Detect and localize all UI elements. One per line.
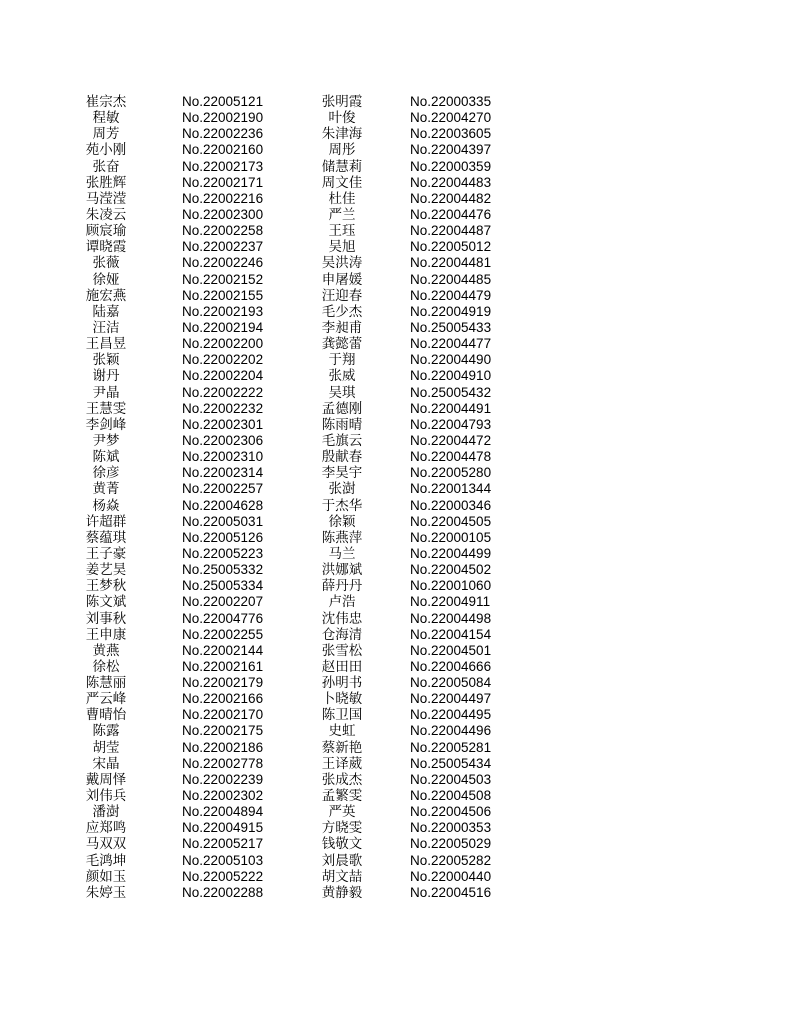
number-cell-left: No.22002170 bbox=[182, 707, 264, 723]
number-cell-right: No.22000105 bbox=[410, 529, 492, 545]
table-row bbox=[0, 853, 800, 869]
roster-sheet bbox=[0, 94, 800, 901]
name-cell-right: 龚懿蕾 bbox=[321, 336, 363, 353]
number-cell-left: No.22002239 bbox=[182, 771, 264, 787]
number-cell-left: No.22005217 bbox=[182, 836, 264, 852]
name-cell-left: 戴周怿 bbox=[85, 771, 127, 788]
name-cell-left: 刘伟兵 bbox=[85, 788, 127, 805]
number-cell-left: No.22002255 bbox=[182, 626, 264, 642]
name-cell-right: 黄静毅 bbox=[321, 884, 363, 901]
table-row bbox=[0, 159, 800, 175]
number-cell-left: No.22002152 bbox=[182, 271, 264, 287]
name-cell-left: 徐松 bbox=[92, 658, 120, 675]
name-cell-left: 程敏 bbox=[92, 110, 120, 127]
name-cell-left: 潘澍 bbox=[92, 804, 120, 821]
number-cell-right: No.22004482 bbox=[410, 190, 492, 206]
name-cell-left: 许超群 bbox=[85, 513, 127, 530]
name-cell-left: 陈露 bbox=[92, 723, 120, 740]
name-cell-left: 张颖 bbox=[92, 352, 120, 369]
name-cell-left: 应郑鸣 bbox=[85, 820, 127, 837]
number-cell-right: No.22004483 bbox=[410, 174, 492, 190]
table-row bbox=[0, 675, 800, 691]
number-cell-left: No.22002175 bbox=[182, 723, 264, 739]
name-cell-right: 孟德刚 bbox=[321, 400, 363, 417]
number-cell-left: No.22002246 bbox=[182, 255, 264, 271]
name-cell-right: 张雪松 bbox=[321, 642, 363, 659]
number-cell-right: No.22004516 bbox=[410, 884, 492, 900]
table-row bbox=[0, 191, 800, 207]
name-cell-left: 朱凌云 bbox=[85, 206, 127, 223]
table-row bbox=[0, 336, 800, 352]
name-cell-right: 张明霞 bbox=[321, 94, 363, 110]
table-row bbox=[0, 449, 800, 465]
name-cell-right: 卜晓敏 bbox=[321, 691, 363, 708]
number-cell-right: No.22004495 bbox=[410, 707, 492, 723]
name-cell-right: 蔡新艳 bbox=[321, 739, 363, 756]
number-cell-left: No.22002232 bbox=[182, 400, 264, 416]
number-cell-right: No.22004501 bbox=[410, 642, 492, 658]
number-cell-right: No.22004502 bbox=[410, 562, 492, 578]
number-cell-left: No.22005223 bbox=[182, 545, 264, 561]
table-row bbox=[0, 417, 800, 433]
number-cell-right: No.22004490 bbox=[410, 352, 492, 368]
number-cell-right: No.22004497 bbox=[410, 691, 492, 707]
name-cell-right: 严英 bbox=[328, 804, 356, 821]
name-cell-left: 蔡蕴琪 bbox=[85, 529, 127, 546]
name-cell-right: 汪迎春 bbox=[321, 287, 363, 304]
name-cell-left: 徐彦 bbox=[92, 465, 120, 482]
number-cell-right: No.22005029 bbox=[410, 836, 492, 852]
number-cell-left: No.22002179 bbox=[182, 675, 264, 691]
name-cell-right: 于杰华 bbox=[321, 497, 363, 514]
number-cell-left: No.22002202 bbox=[182, 352, 264, 368]
name-cell-left: 王昌昱 bbox=[85, 336, 127, 353]
table-row bbox=[0, 255, 800, 271]
number-cell-left: No.22005222 bbox=[182, 868, 264, 884]
table-row bbox=[0, 207, 800, 223]
name-cell-right: 严兰 bbox=[328, 206, 356, 223]
number-cell-right: No.22000359 bbox=[410, 158, 492, 174]
name-cell-right: 钱敬文 bbox=[321, 836, 363, 853]
name-cell-left: 陆嘉 bbox=[92, 303, 120, 320]
table-row bbox=[0, 707, 800, 723]
name-cell-left: 黄燕 bbox=[92, 642, 120, 659]
number-cell-right: No.22004503 bbox=[410, 771, 492, 787]
name-cell-right: 方晓雯 bbox=[321, 820, 363, 837]
number-cell-right: No.22004910 bbox=[410, 368, 492, 384]
number-cell-right: No.22004397 bbox=[410, 142, 492, 158]
number-cell-left: No.22002161 bbox=[182, 658, 264, 674]
name-cell-left: 苑小刚 bbox=[85, 142, 127, 159]
number-cell-left: No.22002258 bbox=[182, 223, 264, 239]
number-cell-left: No.22002310 bbox=[182, 449, 264, 465]
number-cell-left: No.22002257 bbox=[182, 481, 264, 497]
name-cell-left: 马双双 bbox=[85, 836, 127, 853]
number-cell-right: No.22004919 bbox=[410, 303, 492, 319]
name-cell-right: 朱津海 bbox=[321, 126, 363, 143]
table-row bbox=[0, 611, 800, 627]
table-row bbox=[0, 433, 800, 449]
name-cell-right: 储慧莉 bbox=[321, 158, 363, 175]
name-cell-right: 赵田田 bbox=[321, 658, 363, 675]
name-cell-left: 马滢滢 bbox=[85, 190, 127, 207]
number-cell-right: No.22000440 bbox=[410, 868, 492, 884]
number-cell-right: No.22004911 bbox=[410, 594, 491, 610]
table-row bbox=[0, 126, 800, 142]
number-cell-left: No.22002194 bbox=[182, 319, 264, 335]
name-cell-right: 杜佳 bbox=[328, 190, 356, 207]
number-cell-left: No.25005332 bbox=[182, 562, 264, 578]
table-row bbox=[0, 756, 800, 772]
name-cell-right: 王珏 bbox=[328, 223, 356, 240]
name-cell-right: 卢浩 bbox=[328, 594, 356, 611]
table-row bbox=[0, 869, 800, 885]
number-cell-left: No.22002207 bbox=[182, 594, 264, 610]
number-cell-right: No.22004479 bbox=[410, 287, 492, 303]
number-cell-left: No.22002166 bbox=[182, 691, 264, 707]
name-cell-right: 周彤 bbox=[328, 142, 356, 159]
number-cell-right: No.22004506 bbox=[410, 804, 492, 820]
name-cell-left: 刘事秋 bbox=[85, 610, 127, 627]
name-cell-right: 殷献春 bbox=[321, 449, 363, 466]
number-cell-right: No.22004508 bbox=[410, 788, 492, 804]
table-row bbox=[0, 320, 800, 336]
name-cell-right: 吴洪涛 bbox=[321, 255, 363, 272]
name-cell-right: 申屠媛 bbox=[321, 271, 363, 288]
number-cell-left: No.22005103 bbox=[182, 852, 264, 868]
name-cell-right: 张成杰 bbox=[321, 771, 363, 788]
name-cell-right: 薛丹丹 bbox=[321, 578, 363, 595]
name-cell-left: 崔宗杰 bbox=[85, 94, 127, 110]
name-cell-left: 尹晶 bbox=[92, 384, 120, 401]
number-cell-right: No.22004498 bbox=[410, 610, 492, 626]
number-cell-right: No.22004472 bbox=[410, 432, 492, 448]
number-cell-left: No.25005334 bbox=[182, 578, 264, 594]
name-cell-right: 毛旗云 bbox=[321, 432, 363, 449]
number-cell-left: No.22002236 bbox=[182, 126, 264, 142]
name-cell-right: 陈卫国 bbox=[321, 707, 363, 724]
number-cell-right: No.22004505 bbox=[410, 513, 492, 529]
name-cell-right: 洪娜斌 bbox=[321, 562, 363, 579]
table-row bbox=[0, 385, 800, 401]
name-cell-right: 毛少杰 bbox=[321, 303, 363, 320]
name-cell-right: 李昶甫 bbox=[321, 319, 363, 336]
table-row bbox=[0, 94, 800, 110]
name-cell-left: 胡莹 bbox=[92, 739, 120, 756]
name-cell-right: 陈燕萍 bbox=[321, 529, 363, 546]
number-cell-right: No.22004491 bbox=[410, 400, 492, 416]
number-cell-left: No.22004628 bbox=[182, 497, 264, 513]
name-cell-left: 王梦秋 bbox=[85, 578, 127, 595]
table-row bbox=[0, 723, 800, 739]
name-cell-left: 朱婷玉 bbox=[85, 884, 127, 901]
table-row bbox=[0, 368, 800, 384]
name-cell-left: 张薇 bbox=[92, 255, 120, 272]
table-row bbox=[0, 740, 800, 756]
name-cell-left: 陈慧丽 bbox=[85, 675, 127, 692]
table-row bbox=[0, 804, 800, 820]
name-cell-left: 颜如玉 bbox=[85, 868, 127, 885]
name-cell-left: 李剑峰 bbox=[85, 416, 127, 433]
number-cell-left: No.22002200 bbox=[182, 336, 264, 352]
table-row bbox=[0, 223, 800, 239]
name-cell-right: 沈伟忠 bbox=[321, 610, 363, 627]
number-cell-right: No.25005434 bbox=[410, 755, 492, 771]
table-row bbox=[0, 546, 800, 562]
number-cell-right: No.22004481 bbox=[410, 255, 492, 271]
number-cell-right: No.22000346 bbox=[410, 497, 492, 513]
name-cell-right: 王译葳 bbox=[321, 755, 363, 772]
name-cell-left: 张胜辉 bbox=[85, 174, 127, 191]
table-row bbox=[0, 643, 800, 659]
number-cell-left: No.22004776 bbox=[182, 610, 264, 626]
table-row bbox=[0, 304, 800, 320]
table-row bbox=[0, 691, 800, 707]
table-row bbox=[0, 288, 800, 304]
name-cell-left: 陈斌 bbox=[92, 449, 120, 466]
name-cell-left: 谭晓霞 bbox=[85, 239, 127, 256]
name-cell-right: 张澍 bbox=[328, 481, 356, 498]
number-cell-left: No.22002204 bbox=[182, 368, 264, 384]
name-cell-right: 马兰 bbox=[328, 545, 356, 562]
number-cell-right: No.22004496 bbox=[410, 723, 492, 739]
name-cell-right: 徐颖 bbox=[328, 513, 356, 530]
name-cell-left: 王慧雯 bbox=[85, 400, 127, 417]
name-cell-left: 王申康 bbox=[85, 626, 127, 643]
name-cell-right: 胡文喆 bbox=[321, 868, 363, 885]
number-cell-right: No.25005432 bbox=[410, 384, 492, 400]
number-cell-left: No.22002288 bbox=[182, 884, 264, 900]
name-cell-left: 黄菁 bbox=[92, 481, 120, 498]
name-cell-left: 周芳 bbox=[92, 126, 120, 143]
name-cell-right: 刘晨歌 bbox=[321, 852, 363, 869]
number-cell-right: No.22004487 bbox=[410, 223, 492, 239]
name-cell-right: 陈雨晴 bbox=[321, 416, 363, 433]
number-cell-left: No.22002302 bbox=[182, 788, 264, 804]
table-row bbox=[0, 401, 800, 417]
number-cell-right: No.22004485 bbox=[410, 271, 492, 287]
name-cell-left: 陈文斌 bbox=[85, 594, 127, 611]
name-cell-right: 吴琪 bbox=[328, 384, 356, 401]
name-cell-right: 周文佳 bbox=[321, 174, 363, 191]
number-cell-right: No.22004476 bbox=[410, 206, 492, 222]
number-cell-left: No.22002237 bbox=[182, 239, 264, 255]
name-cell-left: 杨焱 bbox=[92, 497, 120, 514]
number-cell-right: No.22004666 bbox=[410, 658, 492, 674]
number-cell-right: No.22001060 bbox=[410, 578, 492, 594]
table-row bbox=[0, 272, 800, 288]
name-cell-left: 汪洁 bbox=[92, 319, 120, 336]
table-row bbox=[0, 562, 800, 578]
table-row bbox=[0, 110, 800, 126]
number-cell-right: No.22005084 bbox=[410, 675, 492, 691]
number-cell-left: No.22002778 bbox=[182, 755, 264, 771]
number-cell-left: No.22002155 bbox=[182, 287, 264, 303]
table-row bbox=[0, 885, 800, 901]
name-cell-left: 曹晴怡 bbox=[85, 707, 127, 724]
table-row bbox=[0, 498, 800, 514]
number-cell-left: No.22002216 bbox=[182, 190, 264, 206]
number-cell-left: No.22002173 bbox=[182, 158, 264, 174]
name-cell-right: 史虹 bbox=[328, 723, 356, 740]
name-cell-right: 于翔 bbox=[328, 352, 356, 369]
table-row bbox=[0, 836, 800, 852]
number-cell-left: No.22002190 bbox=[182, 110, 264, 126]
number-cell-left: No.22002186 bbox=[182, 739, 264, 755]
table-row bbox=[0, 239, 800, 255]
table-row bbox=[0, 820, 800, 836]
number-cell-left: No.22002314 bbox=[182, 465, 264, 481]
number-cell-left: No.22002171 bbox=[182, 174, 264, 190]
number-cell-right: No.22004270 bbox=[410, 110, 492, 126]
name-cell-right: 叶俊 bbox=[328, 110, 356, 127]
number-cell-left: No.22005121 bbox=[182, 94, 264, 109]
table-row bbox=[0, 465, 800, 481]
name-cell-left: 严云峰 bbox=[85, 691, 127, 708]
name-cell-left: 姜艺昊 bbox=[85, 562, 127, 579]
number-cell-right: No.22004793 bbox=[410, 416, 492, 432]
number-cell-right: No.22005280 bbox=[410, 465, 492, 481]
number-cell-left: No.22004915 bbox=[182, 820, 264, 836]
table-row bbox=[0, 578, 800, 594]
number-cell-right: No.22005012 bbox=[410, 239, 492, 255]
number-cell-right: No.25005433 bbox=[410, 319, 492, 335]
number-cell-right: No.22005282 bbox=[410, 852, 492, 868]
name-cell-left: 顾宸瑜 bbox=[85, 223, 127, 240]
table-row bbox=[0, 514, 800, 530]
name-cell-left: 施宏燕 bbox=[85, 287, 127, 304]
name-cell-left: 宋晶 bbox=[92, 755, 120, 772]
number-cell-left: No.22002301 bbox=[182, 416, 264, 432]
number-cell-right: No.22000335 bbox=[410, 94, 492, 109]
name-cell-right: 李昊宇 bbox=[321, 465, 363, 482]
name-cell-right: 张威 bbox=[328, 368, 356, 385]
number-cell-right: No.22004477 bbox=[410, 336, 492, 352]
number-cell-right: No.22004154 bbox=[410, 626, 492, 642]
name-cell-left: 王子豪 bbox=[85, 545, 127, 562]
name-cell-right: 孟繁雯 bbox=[321, 788, 363, 805]
number-cell-right: No.22003605 bbox=[410, 126, 492, 142]
name-cell-right: 仓海清 bbox=[321, 626, 363, 643]
number-cell-left: No.22004894 bbox=[182, 804, 264, 820]
table-row bbox=[0, 142, 800, 158]
number-cell-left: No.22002193 bbox=[182, 303, 264, 319]
table-row bbox=[0, 627, 800, 643]
name-cell-right: 吴旭 bbox=[328, 239, 356, 256]
number-cell-right: No.22000353 bbox=[410, 820, 492, 836]
table-row bbox=[0, 481, 800, 497]
table-row bbox=[0, 175, 800, 191]
table-row bbox=[0, 530, 800, 546]
number-cell-left: No.22005126 bbox=[182, 529, 264, 545]
name-cell-left: 尹梦 bbox=[92, 432, 120, 449]
number-cell-left: No.22002144 bbox=[182, 642, 264, 658]
name-cell-left: 张奋 bbox=[92, 158, 120, 175]
name-cell-left: 徐娅 bbox=[92, 271, 120, 288]
name-cell-left: 毛鸿坤 bbox=[85, 852, 127, 869]
number-cell-left: No.22002306 bbox=[182, 432, 264, 448]
number-cell-left: No.22002160 bbox=[182, 142, 264, 158]
name-cell-right: 孙明书 bbox=[321, 675, 363, 692]
name-cell-left: 谢丹 bbox=[92, 368, 120, 385]
table-row bbox=[0, 659, 800, 675]
table-row bbox=[0, 352, 800, 368]
number-cell-right: No.22001344 bbox=[410, 481, 492, 497]
number-cell-right: No.22005281 bbox=[410, 739, 492, 755]
number-cell-right: No.22004478 bbox=[410, 449, 492, 465]
number-cell-right: No.22004499 bbox=[410, 545, 492, 561]
number-cell-left: No.22005031 bbox=[182, 513, 264, 529]
table-row bbox=[0, 788, 800, 804]
table-row bbox=[0, 594, 800, 610]
number-cell-left: No.22002222 bbox=[182, 384, 264, 400]
number-cell-left: No.22002300 bbox=[182, 206, 264, 222]
table-row bbox=[0, 772, 800, 788]
